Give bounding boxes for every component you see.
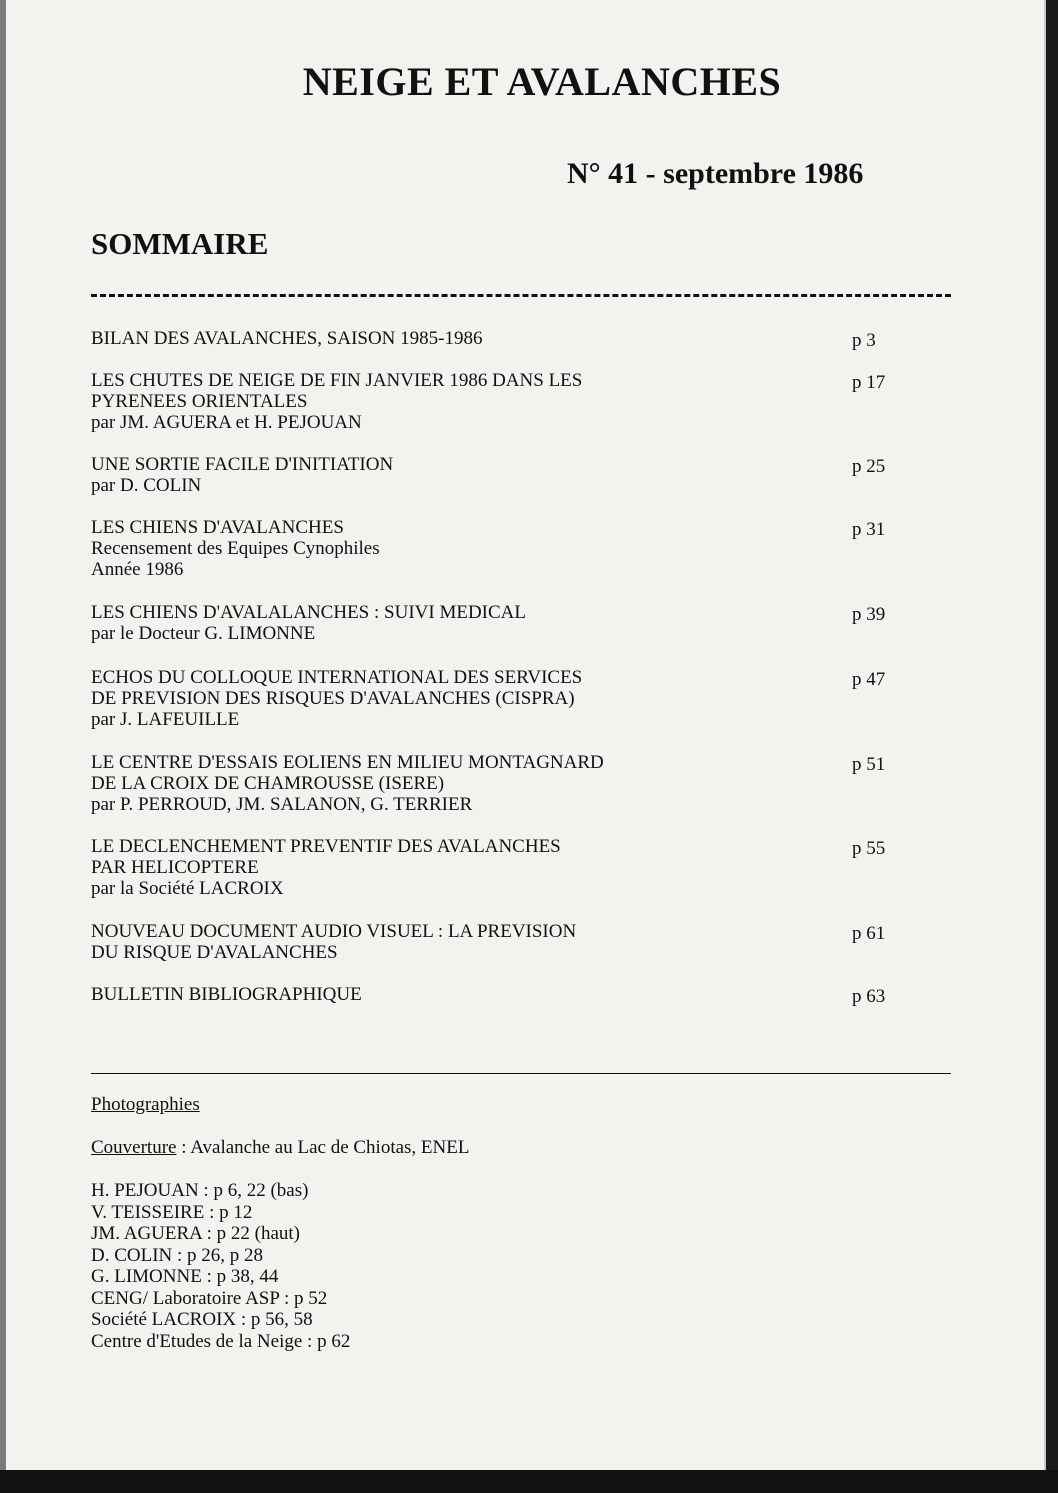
photo-credit: G. LIMONNE : p 38, 44 bbox=[91, 1266, 279, 1287]
issue-number: N° 41 - septembre 1986 bbox=[567, 157, 864, 190]
toc-entry-page: p 25 bbox=[852, 456, 886, 477]
toc-entry-page: p 63 bbox=[852, 986, 886, 1007]
contents-heading: SOMMAIRE bbox=[91, 226, 269, 261]
toc-entry-page: p 55 bbox=[852, 838, 886, 859]
toc-entry-line: LE DECLENCHEMENT PREVENTIF DES AVALANCHES bbox=[91, 836, 561, 857]
toc-entry-page: p 51 bbox=[852, 754, 886, 775]
scan-bottom-edge bbox=[0, 1470, 1058, 1493]
toc-entry-text bbox=[91, 667, 831, 730]
toc-entry-line: PAR HELICOPTERE bbox=[91, 857, 259, 878]
toc-entry-text bbox=[91, 752, 831, 815]
photo-credits-list bbox=[91, 1180, 350, 1352]
cover-credit bbox=[91, 1137, 469, 1159]
photo-credit: JM. AGUERA : p 22 (haut) bbox=[91, 1223, 300, 1244]
solid-divider bbox=[91, 1073, 951, 1074]
toc-entry-line: NOUVEAU DOCUMENT AUDIO VISUEL : LA PREVISION bbox=[91, 921, 577, 942]
toc-entry-page: p 31 bbox=[852, 519, 886, 540]
toc-entry-line: par D. COLIN bbox=[91, 475, 202, 496]
toc-entry-line: UNE SORTIE FACILE D'INITIATION bbox=[91, 454, 394, 475]
toc-entry-line: BILAN DES AVALANCHES, SAISON 1985-1986 bbox=[91, 328, 483, 349]
photo-credit: V. TEISSEIRE : p 12 bbox=[91, 1201, 253, 1223]
toc-entry-page: p 47 bbox=[852, 669, 886, 690]
toc-entry-page: p 39 bbox=[852, 604, 886, 625]
photo-credit: CENG/ Laboratoire ASP : p 52 bbox=[91, 1287, 328, 1309]
toc-entry-text bbox=[91, 836, 831, 899]
toc-entry-line: par P. PERROUD, JM. SALANON, G. TERRIER bbox=[91, 794, 473, 815]
photo-credit: Centre d'Etudes de la Neige : p 62 bbox=[91, 1330, 351, 1352]
toc-entry-text bbox=[91, 921, 831, 963]
page-left-edge bbox=[0, 0, 6, 1470]
toc-entry-text bbox=[91, 517, 831, 580]
cover-label: Couverture bbox=[91, 1137, 177, 1158]
toc-entry-text bbox=[91, 370, 831, 433]
toc-entry-line: par JM. AGUERA et H. PEJOUAN bbox=[91, 412, 362, 433]
toc-entry-line: par J. LAFEUILLE bbox=[91, 709, 240, 730]
toc-entry-line: LES CHUTES DE NEIGE DE FIN JANVIER 1986 DANS LES bbox=[91, 370, 583, 391]
toc-entry-line: BULLETIN BIBLIOGRAPHIQUE bbox=[91, 984, 362, 1005]
toc-entry-line: par le Docteur G. LIMONNE bbox=[91, 623, 316, 644]
toc-entry-line: DU RISQUE D'AVALANCHES bbox=[91, 942, 338, 963]
toc-entry-text bbox=[91, 454, 831, 496]
photo-credit: Société LACROIX : p 56, 58 bbox=[91, 1309, 313, 1330]
photos-heading: Photographies bbox=[91, 1094, 200, 1115]
toc-entry-line: DE PREVISION DES RISQUES D'AVALANCHES (CISPRA) bbox=[91, 688, 575, 709]
toc-entry-line: ECHOS DU COLLOQUE INTERNATIONAL DES SERVICES bbox=[91, 667, 583, 688]
toc-entry-line: LES CHIENS D'AVALALANCHES : SUIVI MEDICAL bbox=[91, 602, 526, 623]
toc-entry-text bbox=[91, 328, 831, 349]
dashed-divider bbox=[91, 294, 951, 297]
toc-entry-line: Année 1986 bbox=[91, 559, 184, 580]
photo-credit: H. PEJOUAN : p 6, 22 (bas) bbox=[91, 1180, 309, 1201]
toc-entry-text bbox=[91, 602, 831, 644]
toc-entry-line: PYRENEES ORIENTALES bbox=[91, 391, 308, 412]
toc-entry-page: p 61 bbox=[852, 923, 886, 944]
toc-entry-line: Recensement des Equipes Cynophiles bbox=[91, 538, 380, 559]
toc-entry-page: p 17 bbox=[852, 372, 886, 393]
toc-entry-line: LE CENTRE D'ESSAIS EOLIENS EN MILIEU MONTAGNARD bbox=[91, 752, 604, 773]
toc-entry-text bbox=[91, 984, 831, 1005]
photo-credit: D. COLIN : p 26, p 28 bbox=[91, 1244, 264, 1266]
magazine-title: NEIGE ET AVALANCHES bbox=[302, 59, 782, 104]
toc-entry-line: par la Société LACROIX bbox=[91, 878, 284, 899]
cover-text: : Avalanche au Lac de Chiotas, ENEL bbox=[176, 1137, 470, 1158]
toc-entry-page: p 3 bbox=[852, 330, 876, 351]
toc-entry-line: LES CHIENS D'AVALANCHES bbox=[91, 517, 344, 538]
toc-entry-line: DE LA CROIX DE CHAMROUSSE (ISERE) bbox=[91, 773, 445, 794]
